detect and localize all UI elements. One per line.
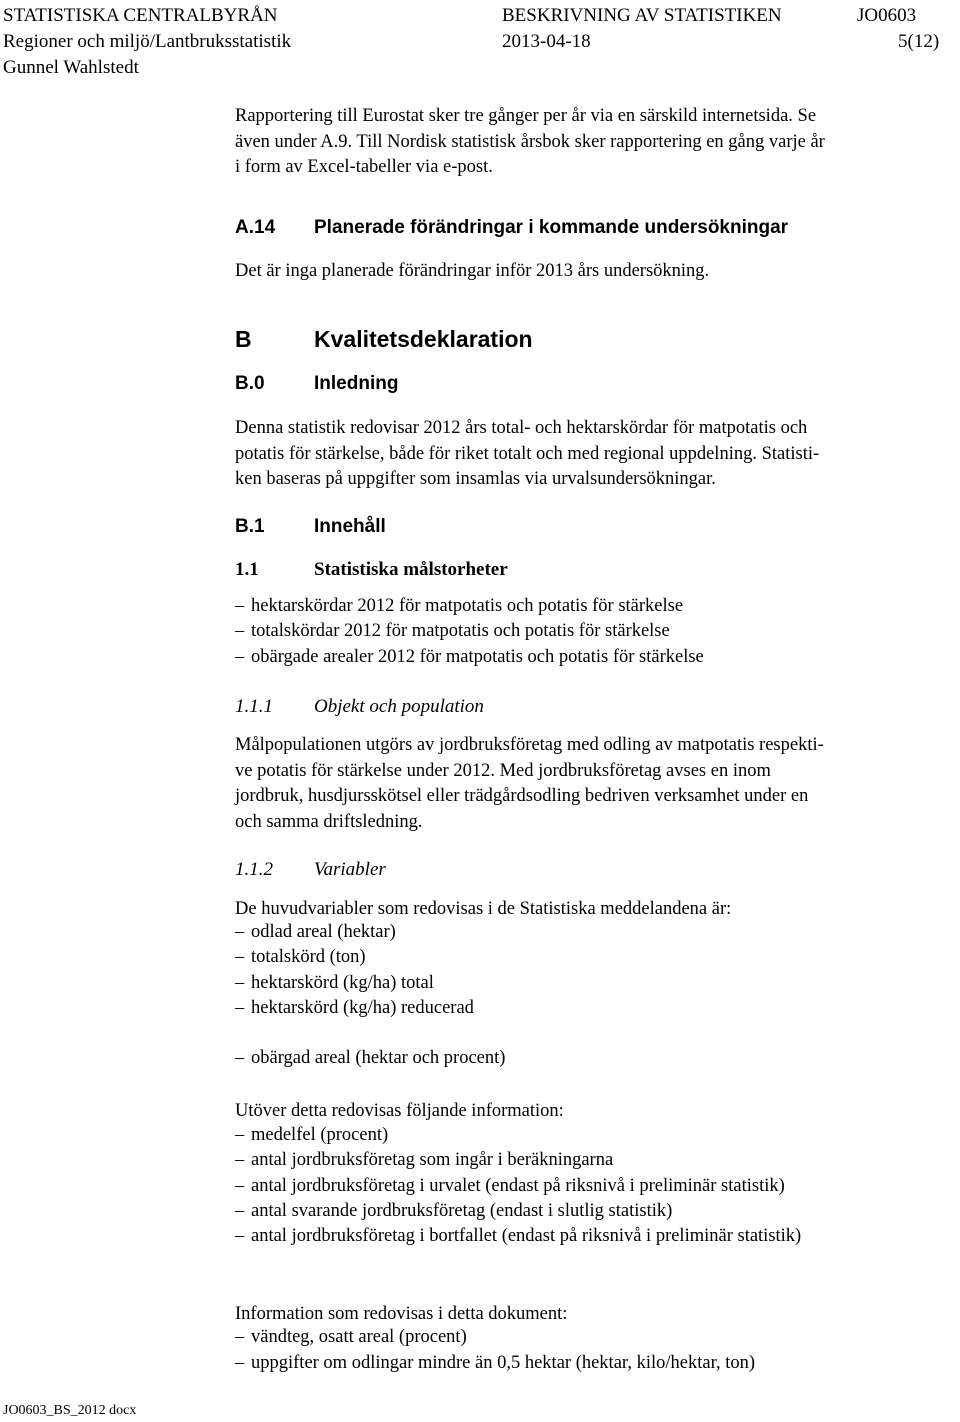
list-item: – antal jordbruksföretag i bortfallet (endast på riksnivå i preliminär statistik) [235,1226,802,1246]
list-item: – obärgad areal (hektar och procent) [235,1048,506,1068]
list-item: – odlad areal (hektar) [235,922,396,942]
header-org: STATISTISKA CENTRALBYRÅN [3,5,278,26]
info-intro: Utöver detta redovisas följande information: [235,1101,564,1121]
header-doc-type: BESKRIVNING AV STATISTIKEN [502,5,782,26]
section-1-1-2-title: Variabler [314,859,386,880]
header-date: 2013-04-18 [502,31,591,52]
section-1-1-title: Statistiska målstorheter [314,559,508,580]
header-dept: Regioner och miljö/Lantbruksstatistik [3,31,292,52]
list-item: – totalskörd (ton) [235,947,366,967]
section-1-1-2-number: 1.1.2 [235,859,273,880]
section-a14-text: Det är inga planerade förändringar inför 2013 års undersökning. [235,261,710,281]
section-b-number: B [235,326,252,352]
section-b1-number: B.1 [235,516,265,537]
list-item: – obärgade arealer 2012 för matpotatis och potatis för stärkelse [235,647,704,667]
list-item: – uppgifter om odlingar mindre än 0,5 hektar (hektar, kilo/hektar, ton) [235,1353,756,1373]
list-item: – medelfel (procent) [235,1125,389,1145]
footer-filename: JO0603_BS_2012 docx [3,1403,137,1418]
document-info-intro: Information som redovisas i detta dokument: [235,1304,568,1324]
list-item: – hektarskörd (kg/ha) reducerad [235,998,474,1018]
section-1-1-1-line-4: och samma driftsledning. [235,812,423,832]
section-1-1-1-line-2: ve potatis för stärkelse under 2012. Med jordbruksföretag avses en inom [235,761,771,781]
list-item: – hektarskördar 2012 för matpotatis och potatis för stärkelse [235,596,684,616]
section-b0-line-2: potatis för stärkelse, både för riket totalt och med regional uppdelning. Statisti- [235,444,820,464]
section-b1-title: Innehåll [314,516,386,537]
header-author: Gunnel Wahlstedt [3,57,139,78]
intro-line-1: Rapportering till Eurostat sker tre gånger per år via en särskild internetsida. Se [235,106,817,126]
list-item: – antal jordbruksföretag i urvalet (endast på riksnivå i preliminär statistik) [235,1176,785,1196]
intro-line-2: även under A.9. Till Nordisk statistisk årsbok sker rapportering en gång varje år [235,132,825,152]
list-item: – antal svarande jordbruksföretag (endast i slutlig statistik) [235,1201,673,1221]
section-1-1-number: 1.1 [235,559,259,580]
intro-line-3: i form av Excel-tabeller via e-post. [235,157,493,177]
section-1-1-1-line-3: jordbruk, husdjursskötsel eller trädgårdsodling bedriven verksamhet under en [235,786,809,806]
header-page: 5(12) [898,31,940,52]
section-b0-number: B.0 [235,373,265,394]
list-item: – vändteg, osatt areal (procent) [235,1327,467,1347]
section-1-1-1-number: 1.1.1 [235,696,273,717]
section-b0-line-3: ken baseras på uppgifter som insamlas via urvalsundersökningar. [235,469,716,489]
list-item: – hektarskörd (kg/ha) total [235,973,434,993]
section-b-title: Kvalitetsdeklaration [314,326,533,352]
section-a14-title: Planerade förändringar i kommande undersökningar [314,217,789,238]
section-b0-line-1: Denna statistik redovisar 2012 års total- och hektarskördar för matpotatis och [235,418,808,438]
section-b0-title: Inledning [314,373,399,394]
section-1-1-1-line-1: Målpopulationen utgörs av jordbruksföretag med odling av matpotatis respekti- [235,735,824,755]
list-item: – antal jordbruksföretag som ingår i beräkningarna [235,1150,614,1170]
section-a14-number: A.14 [235,217,276,238]
section-1-1-1-title: Objekt och population [314,696,484,717]
list-item: – totalskördar 2012 för matpotatis och potatis för stärkelse [235,621,670,641]
variables-intro: De huvudvariabler som redovisas i de Statistiska meddelandena är: [235,899,732,919]
header-code: JO0603 [857,5,917,26]
